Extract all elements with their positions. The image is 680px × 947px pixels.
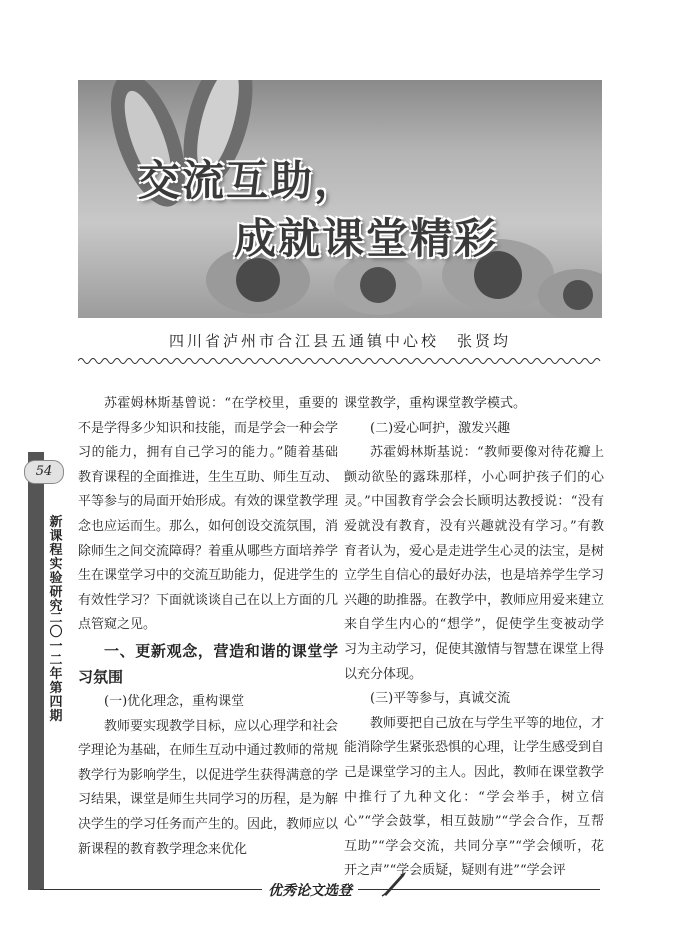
subsection-heading-2: (二)爱心呵护，激发兴趣: [370, 420, 511, 436]
page-number: 54: [24, 460, 64, 484]
author-byline: 四川省泸州市合江县五通镇中心校 张贤均: [168, 332, 511, 350]
pen-icon: [380, 868, 410, 898]
subsection-3-body: 教师要把自己放在与学生平等的地位，才能消除学生紧张恐惧的心理，让学生感受到自己是课堂学习的主人。因此，教师在课堂教学中推行了九种文化：“学会举手，树立信心”“学会鼓掌，相互鼓励”“学会合作，互帮互助”“学会交流，共同分享”“学会倾听，花开之声”“学会质疑，疑则有进”“学会评: [344, 715, 605, 879]
subsection-heading-1: (一)优化理念，重构课堂: [104, 693, 245, 709]
journal-name-vertical: 新课程实验研究: [49, 515, 63, 614]
continuation-paragraph: 课堂教学，重构课堂教学模式。: [344, 396, 527, 411]
subsection-2-body: 苏霍姆林斯基说：“教师要像对待花瓣上颤动欲坠的露珠那样，小心呵护孩子们的心灵。”中国教育学会会长顾明达教授说：“没有爱就没有教育，没有兴趣就没有学习。”有教育者认为，爱心是走进学生心灵的法宝，是树立学生自信心的最好办法，也是培养学生学习兴趣的助推器。在教学中，教师应用爱来建立来自学生内心的“想学”，促使学生变被动学习为主动学习，促使其激情与智慧在课堂上得以充分体现。: [344, 445, 605, 682]
subsection-1-body: 教师要实现教学目标，应以心理学和社会学理论为基础，在师生互动中通过教师的常规教学行为影响学生，以促进学生获得满意的学习结果，课堂是师生共同学习的历程，是为解决学生的学习任务而产生的。因此，教师应以新课程的教育教学理念来优化: [78, 718, 339, 857]
footer-column-name: 优秀论文选登: [262, 880, 358, 900]
wavy-divider: [78, 356, 602, 366]
page-sidebar-bar: [28, 452, 44, 890]
subsection-heading-3: (三)平等参与，真诚交流: [370, 691, 511, 707]
intro-paragraph: 苏霍姆林斯基曾说：“在学校里，重要的不是学得多少知识和技能，而是学会一种会学习的能力，拥有自己学习的能力。”随着基础教育课程的全面推进，生生互助、师生互动、平等参与的局面开始形成。有效的课堂教学理念也应运而生。那么，如何创设交流氛围，消除师生之间交流障碍？着重从哪些方面培养学生在课堂学习中的交流互助能力，促进学生的有效性学习？下面就谈谈自己在以上方面的几点管窥之见。: [78, 396, 339, 633]
section-heading-1: 一、更新观念，营造和谐的课堂学习氛围: [78, 641, 338, 686]
article-title-line-1: 交流互助，: [138, 156, 359, 205]
left-column: [78, 392, 338, 862]
right-column: [344, 392, 604, 884]
issue-vertical: 二〇一二年 第四期: [49, 611, 76, 724]
article-title-line-2: 成就课堂精彩: [234, 214, 499, 263]
